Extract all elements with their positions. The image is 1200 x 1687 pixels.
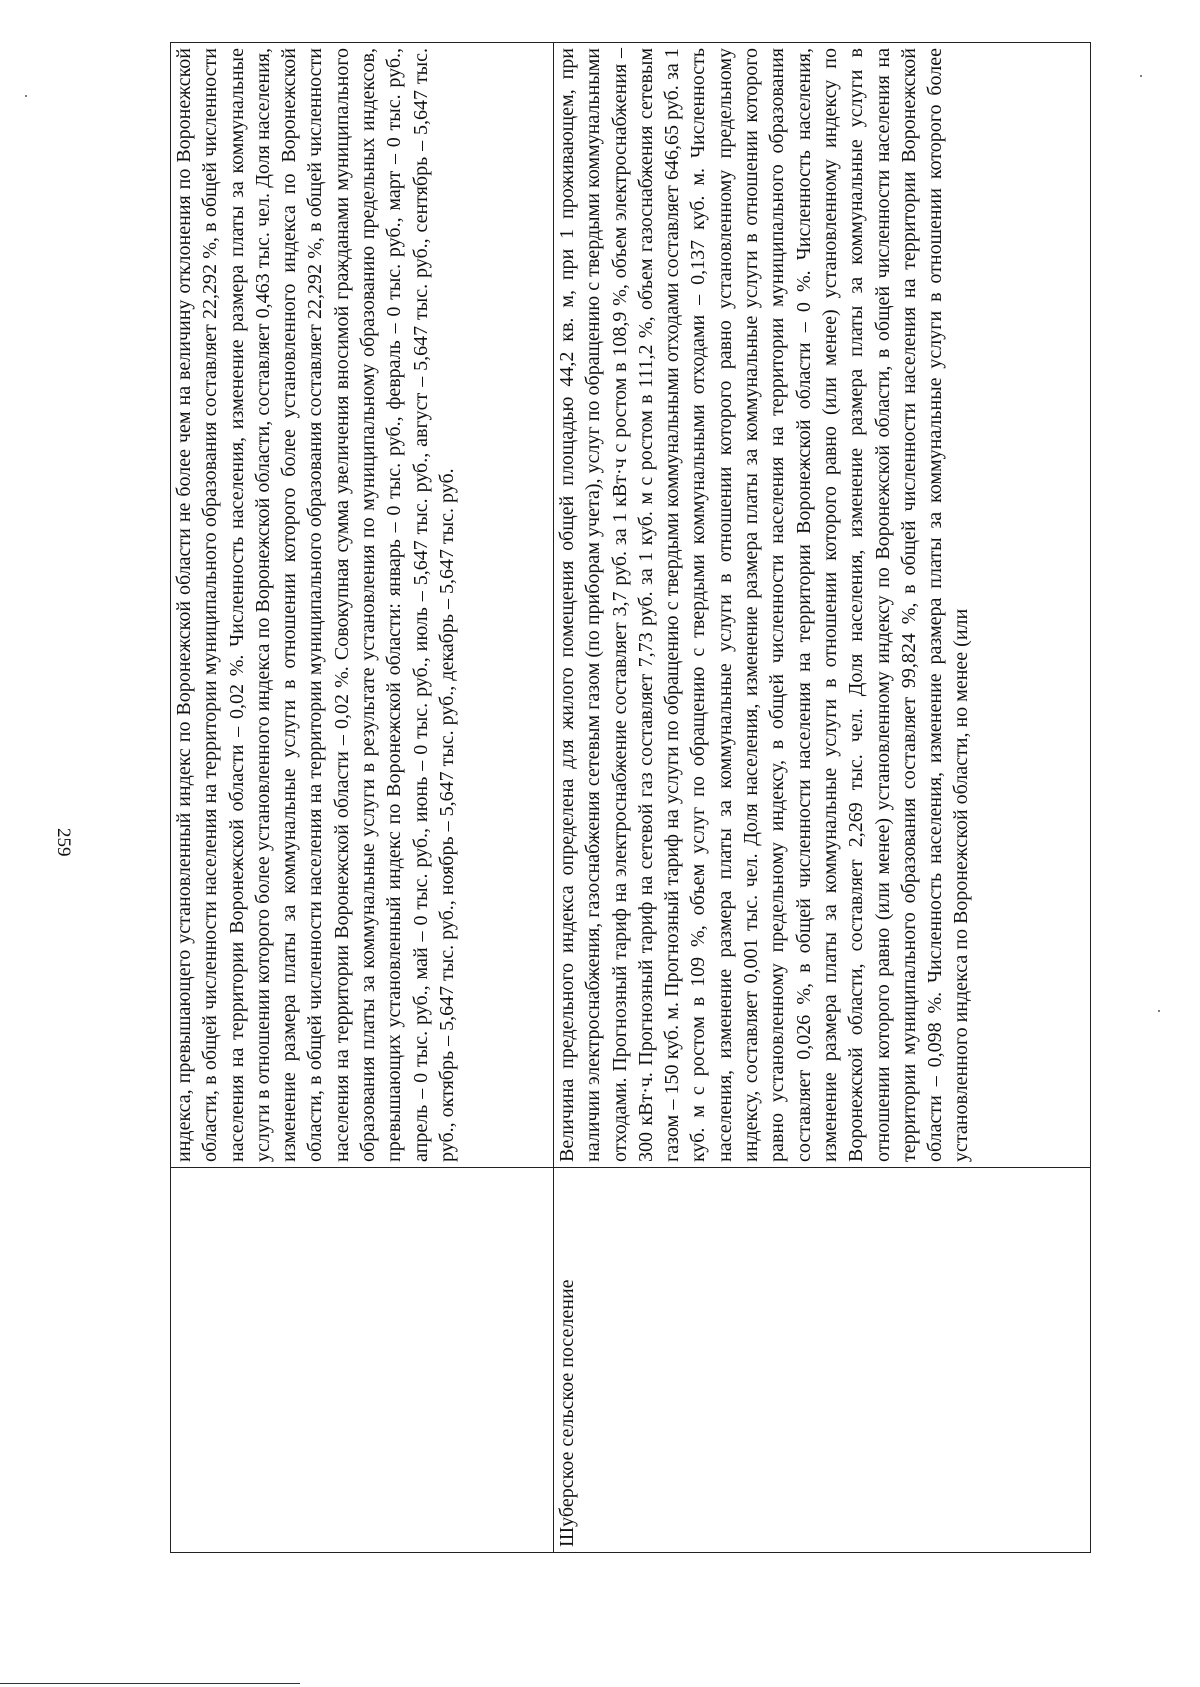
- tariff-table: [170, 42, 1091, 1553]
- table-row: [171, 43, 554, 1553]
- tariff-table-wrapper: [170, 43, 1090, 1553]
- scan-speck: [1158, 1010, 1160, 1012]
- municipality-name-cell: Шуберское сельское поселение: [554, 1168, 1091, 1553]
- description-cell: Величина предельного индекса определена для жилого помещения общей площадью 44,2 кв. м, при 1 проживающем, при наличии электроснабжения, газоснабжения сетевым газом (по приборам учета), услуг по обращению с твердыми коммунальными отходами. Прогнозный тариф на электроснабжение составляет 3,7 руб. за 1 кВт·ч с ростом в 108,9 %, объем электроснабжения – 300 кВт·ч. Прогнозный тариф на сетевой газ составляет 7,73 руб. за 1 куб. м с ростом в 111,2 %, объем газоснабжения сетевым газом – 150 куб. м. Прогнозный тариф на услуги по обращению с твердыми коммунальными отходами составляет 646,65 руб. за 1 куб. м с ростом в 109 %, объем услуг по обращению с твердыми коммунальными отходами – 0,137 куб. м. Численность населения, изменение размера платы за коммунальные услуги в отношении которого равно установленному предельному индексу, составляет 0,001 тыс. чел. Доля населения, изменение размера платы за коммунальные услуги в отношении которого равно установленному предельному индексу, в общей численности населения на территории муниципального образования составляет 0,026 %, в общей численности населения на территории Воронежской области – 0 %. Численность населения, изменение размера платы за коммунальные услуги в отношении которого равно (или менее) установленному индексу по Воронежской области, составляет 2,269 тыс. чел. Доля населения, изменение размера платы за коммунальные услуги в отношении которого равно (или менее) установленному индексу по Воронежской области, в общей численности населения на территории муниципального образования составляет 99,824 %, в общей численности населения на территории Воронежской области – 0,098 %. Численность населения, изменение размера платы за коммунальные услуги в отношении которого более установленного индекса по Воронежской области, но менее (или: [554, 43, 1091, 1168]
- scan-edge-line: [0, 1683, 300, 1684]
- page-number: 259: [53, 828, 74, 857]
- table-row: [554, 43, 1091, 1553]
- description-cell: индекса, превышающего установленный индекс по Воронежской области не более чем на величину отклонения по Воронежской области, в общей численности населения на территории муниципального образования составляет 22,292 %, в общей численности населения на территории Воронежской области – 0,02 %. Численность населения, изменение размера платы за коммунальные услуги в отношении которого более установленного индекса по Воронежской области, составляет 0,463 тыс. чел. Доля населения, изменение размера платы за коммунальные услуги в отношении которого более установленного индекса по Воронежской области, в общей численности населения на территории муниципального образования составляет 22,292 %, в общей численности населения на территории Воронежской области – 0,02 %. Совокупная сумма увеличения вносимой гражданами муниципального образования платы за коммунальные услуги в результате установления по муниципальному образованию предельных индексов, превышающих установленный индекс по Воронежской области: январь – 0 тыс. руб., февраль – 0 тыс. руб., март – 0 тыс. руб., апрель – 0 тыс. руб., май – 0 тыс. руб., июнь – 0 тыс. руб., июль – 5,647 тыс. руб., август – 5,647 тыс. руб., сентябрь – 5,647 тыс. руб., октябрь – 5,647 тыс. руб., ноябрь – 5,647 тыс. руб., декабрь – 5,647 тыс. руб.: [171, 43, 554, 1168]
- scan-speck: [25, 95, 27, 97]
- scan-speck: [1140, 75, 1142, 77]
- municipality-name-cell: [171, 1168, 554, 1553]
